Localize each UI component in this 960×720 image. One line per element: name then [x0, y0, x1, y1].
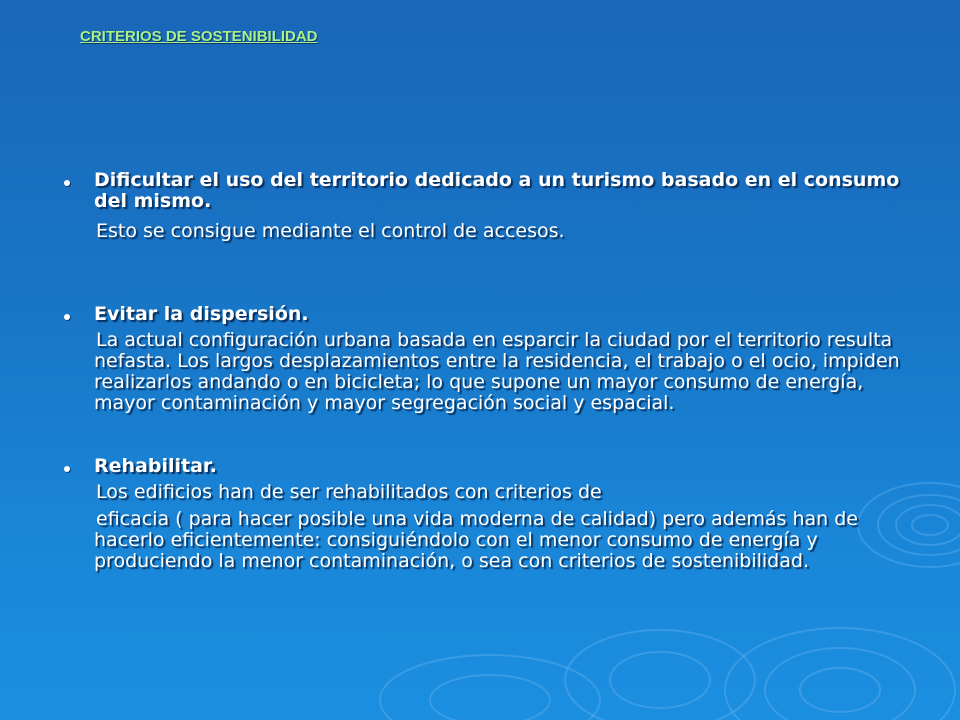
bullet-item-territorio — [60, 170, 920, 242]
bullet-item-rehabilitar — [60, 456, 920, 572]
slide-title: CRITERIOS DE SOSTENIBILIDAD — [80, 28, 318, 45]
bullet-dot-icon — [64, 180, 70, 186]
bullet-paragraph: Esto se consigue mediante el control de accesos. — [96, 220, 565, 242]
bullet-paragraph: La actual configuración urbana basada en esparcir la ciudad por el territorio resulta nefasta. Los largos desplazamientos entre la residencia, el trabajo o el ocio, impiden realizarlos andando o en bicicleta; lo que supone un mayor consumo de energía, mayor contaminación y mayor segregación social y espacial. — [94, 329, 900, 414]
bullet-dot-icon — [64, 466, 70, 472]
bullet-paragraph: Los edificios han de ser rehabilitados con criterios de — [96, 481, 602, 503]
bullet-heading: Rehabilitar. — [94, 455, 217, 477]
bullet-item-dispersion — [60, 304, 920, 414]
bullet-heading: Dificultar el uso del territorio dedicado a un turismo basado en el consumo del mismo. — [94, 169, 900, 212]
bullet-list — [60, 170, 920, 572]
bullet-dot-icon — [64, 314, 70, 320]
bullet-heading: Evitar la dispersión. — [94, 303, 309, 325]
bullet-paragraph: eficacia ( para hacer posible una vida moderna de calidad) pero además han de hacerlo eficientemente: consiguiéndolo con el menor consumo de energía y produciendo la menor contaminación, o sea con criterios de sostenibilidad. — [94, 508, 858, 572]
